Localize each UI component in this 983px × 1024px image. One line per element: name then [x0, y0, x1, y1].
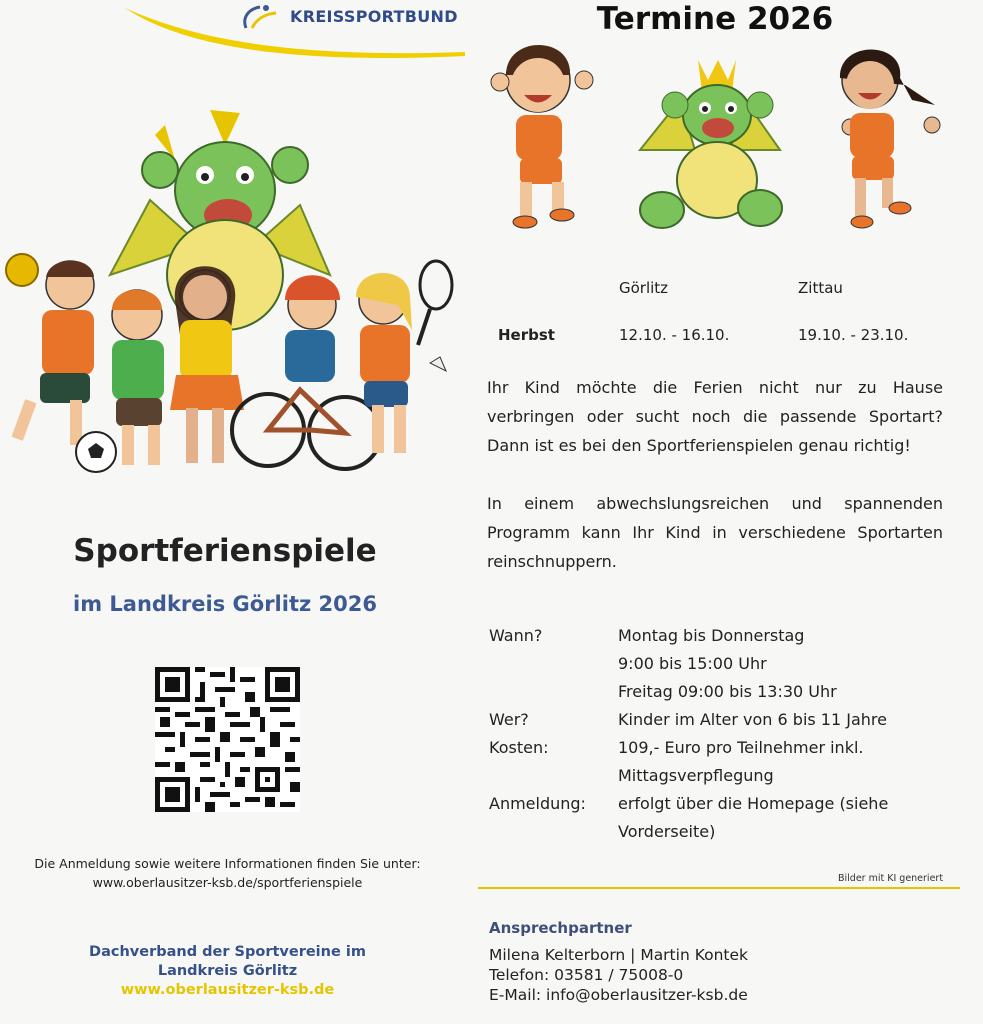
schedule-row-label: Herbst — [498, 326, 555, 344]
who-label: Wer? — [489, 710, 529, 729]
ki-note: Bilder mit KI generiert — [838, 873, 944, 884]
info-line-1: Die Anmeldung sowie weitere Informationen finden Sie unter: — [34, 856, 421, 871]
mascots-illustration — [480, 30, 960, 250]
cost-line-2: Mittagsverpflegung — [618, 766, 774, 785]
subtitle: im Landkreis Görlitz 2026 — [73, 592, 377, 616]
org-url-link[interactable]: www.oberlausitzer-ksb.de — [120, 982, 335, 998]
org-line-2: Landkreis Görlitz — [157, 963, 298, 979]
when-line-3: Freitag 09:00 bis 13:30 Uhr — [618, 682, 837, 701]
qr-code-icon[interactable] — [155, 667, 300, 812]
kids-and-dragon-illustration — [0, 105, 460, 495]
org-line-1: Dachverband der Sportvereine im — [89, 944, 366, 960]
contact-names: Milena Kelterborn | Martin Kontek — [489, 946, 748, 964]
who-value: Kinder im Alter von 6 bis 11 Jahre — [618, 710, 887, 729]
registration-label: Anmeldung: — [489, 794, 586, 813]
main-title: Sportferienspiele — [73, 533, 377, 569]
termine-title: Termine 2026 — [596, 1, 834, 37]
when-line-1: Montag bis Donnerstag — [618, 626, 805, 645]
cost-label: Kosten: — [489, 738, 549, 757]
kreissportbund-logo-icon — [238, 4, 282, 32]
when-label: Wann? — [489, 626, 543, 645]
program-paragraph: In einem abwechslungsreichen und spannenden Programm kann Ihr Kind in verschiedene Sportarten reinschnuppern. — [487, 494, 943, 571]
when-line-2: 9:00 bis 15:00 Uhr — [618, 654, 767, 673]
contact-heading: Ansprechpartner — [489, 919, 632, 937]
logo-text: KREISSPORTBUND — [290, 7, 458, 26]
contact-phone[interactable]: Telefon: 03581 / 75008-0 — [489, 966, 684, 984]
schedule-cell-zittau: 19.10. - 23.10. — [798, 326, 909, 344]
cost-line-1: 109,- Euro pro Teilnehmer inkl. — [618, 738, 864, 757]
registration-line-2: Vorderseite) — [618, 822, 716, 841]
schedule-col-zittau: Zittau — [798, 279, 843, 297]
contact-email[interactable]: E-Mail: info@oberlausitzer-ksb.de — [489, 986, 748, 1004]
left-panel — [0, 0, 470, 1024]
registration-line-1: erfolgt über die Homepage (siehe — [618, 794, 889, 813]
schedule-cell-goerlitz: 12.10. - 16.10. — [619, 326, 730, 344]
info-link[interactable]: www.oberlausitzer-ksb.de/sportferienspiele — [92, 875, 363, 890]
intro-paragraph: Ihr Kind möchte die Ferien nicht nur zu Hause verbringen oder sucht noch die passende Sportart? Dann ist es bei den Sportferienspielen genau richtig! — [487, 378, 943, 455]
schedule-col-goerlitz: Görlitz — [619, 279, 669, 297]
divider — [478, 887, 960, 889]
